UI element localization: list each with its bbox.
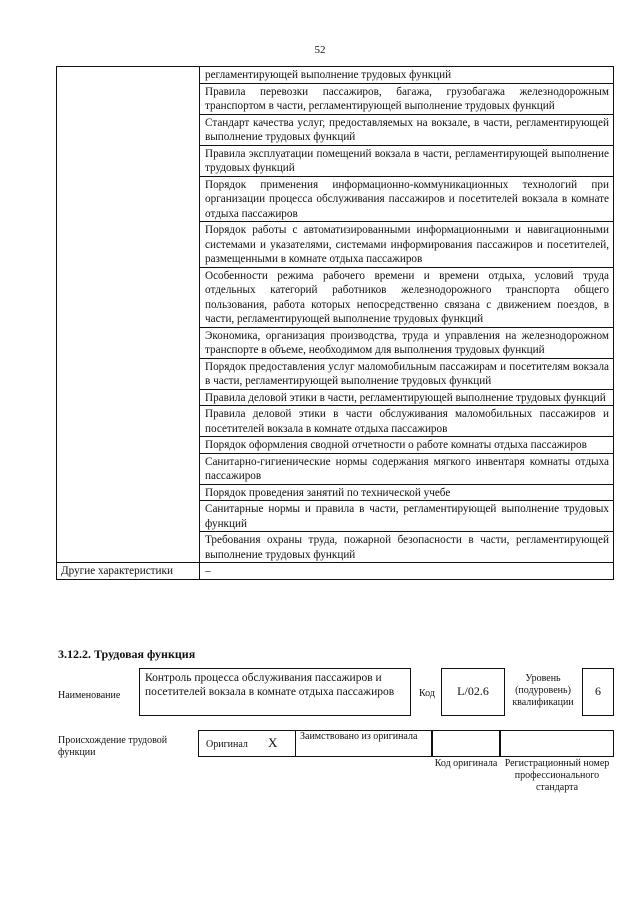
table-left-cell — [57, 67, 200, 563]
required-knowledge-table — [56, 66, 614, 580]
original-label: Оригинал — [206, 739, 248, 750]
table-cell: Правила деловой этики в части, регламентирующей выполнение трудовых функций — [200, 389, 614, 406]
origin-label: Происхождение трудовой функции — [58, 735, 168, 758]
table-cell: регламентирующей выполнение трудовых функций — [200, 67, 614, 84]
table-cell: Санитарно-гигиенические нормы содержания мягкого инвентаря комнаты отдыха пассажиров — [200, 453, 614, 484]
table-cell: Требования охраны труда, пожарной безопасности в части, регламентирующей выполнение трудовых функций — [200, 532, 614, 563]
other-characteristics-value: – — [200, 563, 614, 580]
borrowed-label: Заимствовано из оригинала — [300, 731, 418, 742]
page-number: 52 — [314, 44, 326, 56]
table-cell: Правила эксплуатации помещений вокзала в части, регламентирующей выполнение трудовых функций — [200, 145, 614, 176]
original-code-box — [432, 730, 500, 757]
function-code-value: L/02.6 — [441, 668, 505, 716]
code-label: Код — [419, 688, 435, 699]
table-cell: Правила деловой этики в части обслуживания маломобильных пассажиров и посетителей вокзала в комнате отдыха пассажиров — [200, 406, 614, 437]
registration-number-box — [500, 730, 614, 757]
table-row — [57, 563, 614, 580]
section-title: 3.12.2. Трудовая функция — [58, 647, 196, 661]
table-cell: Порядок предоставления услуг маломобильным пассажирам и посетителям вокзала в части, регламентирующей выполнение трудовых функций — [200, 358, 614, 389]
table-cell: Особенности режима рабочего времени и времени отдыха, условий труда отдельных категорий работников железнодорожного транспорта общего пользования, работа которых непосредственно связана с движением поездов, в части, регламентирующей выполнение трудовых функций — [200, 267, 614, 327]
table-cell: Экономика, организация производства, труда и управления на железнодорожном транспорте в объеме, необходимом для выполнения трудовых функций — [200, 327, 614, 358]
registration-number-caption: Регистрационный номер профессионального стандарта — [504, 758, 610, 793]
table-cell: Порядок оформления сводной отчетности о работе комнаты отдыха пассажиров — [200, 437, 614, 454]
original-code-caption: Код оригинала — [434, 758, 498, 769]
name-label: Наименование — [58, 690, 121, 701]
table-cell: Стандарт качества услуг, предоставляемых на вокзале, в части, регламентирующей выполнение трудовых функций — [200, 114, 614, 145]
table-cell: Санитарные нормы и правила в части, регламентирующей выполнение трудовых функций — [200, 501, 614, 532]
level-value: 6 — [582, 668, 614, 716]
level-label: Уровень (подуровень) квалификации — [512, 673, 574, 708]
table-cell: Правила перевозки пассажиров, багажа, грузобагажа железнодорожным транспортом в части, регламентирующей выполнение трудовых функций — [200, 83, 614, 114]
function-name-value: Контроль процесса обслуживания пассажиров и посетителей вокзала в комнате отдыха пассажиров — [139, 668, 411, 716]
table-cell: Порядок проведения занятий по технической учебе — [200, 484, 614, 501]
original-mark: Х — [268, 735, 278, 750]
other-characteristics-label: Другие характеристики — [57, 563, 200, 580]
table-row — [57, 67, 614, 84]
table-cell: Порядок работы с автоматизированными информационными и навигационными системами и указателями, системами информирования пассажиров и посетителей, размещенными в комнате отдыха пассажиров — [200, 222, 614, 268]
origin-divider — [295, 730, 296, 757]
table-cell: Порядок применения информационно-коммуникационных технологий при организации процесса обслуживания пассажиров и посетителей вокзала в комнате отдыха пассажиров — [200, 176, 614, 222]
